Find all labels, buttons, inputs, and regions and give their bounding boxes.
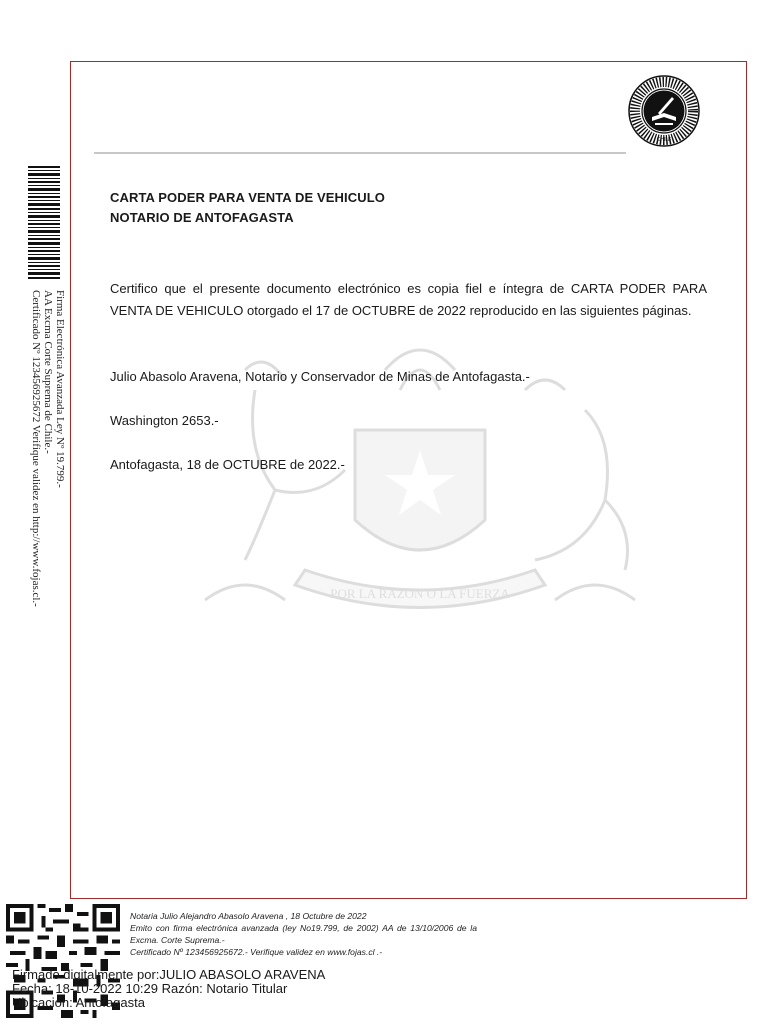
signed-by: Firmado digitalmente por:JULIO ABASOLO ARAVENA	[12, 967, 326, 982]
header-divider	[94, 152, 626, 154]
footer-note-1: Notaria Julio Alejandro Abasolo Aravena , 18 Octubre de 2022	[130, 911, 367, 921]
digital-signature	[12, 968, 325, 1010]
date-paragraph: Antofagasta, 18 de OCTUBRE de 2022.-	[110, 457, 345, 472]
svg-text:CHILE: CHILE	[656, 137, 672, 143]
title-line-1: CARTA PODER PARA VENTA DE VEHICULO	[110, 190, 385, 205]
footer-note-2: Emito con firma electrónica avanzada (ley No19.799, de 2002) AA de 13/10/2006 de la Excma. Corte Suprema.-	[130, 923, 477, 945]
side-certification	[30, 290, 66, 610]
title-line-2: NOTARIO DE ANTOFAGASTA	[110, 210, 294, 225]
notary-name-paragraph: Julio Abasolo Aravena, Notario y Conservador de Minas de Antofagasta.-	[110, 369, 530, 384]
side-line-1: Firma Electrónica Avanzada Ley Nº 19.799.-	[54, 290, 66, 488]
notary-seal-logo	[628, 75, 700, 147]
side-barcode	[24, 164, 64, 282]
signed-location: Ubicación: Antofagasta	[12, 995, 145, 1010]
document-title	[110, 188, 385, 228]
address-paragraph: Washington 2653.-	[110, 413, 219, 428]
footer-notes	[130, 910, 477, 958]
footer-note-3: Certificado Nº 123456925672.- Verifique validez en www.fojas.cl .-	[130, 947, 383, 957]
side-line-2: AA Excma Corte Suprema de Chile.-	[42, 290, 54, 454]
signed-date: Fecha: 18-10-2022 10:29 Razón: Notario Titular	[12, 981, 288, 996]
certification-paragraph: Certifico que el presente documento electrónico es copia fiel e íntegra de CARTA PODER PARA VENTA DE VEHICULO otorgado el 17 de OCTUBRE de 2022 reproducido en las siguientes páginas.	[110, 281, 707, 318]
svg-text:POR LA RAZON O LA FUERZA: POR LA RAZON O LA FUERZA	[330, 586, 510, 601]
side-line-3: Certificado Nº 123456925672 Verifique validez en http://www.fojas.cl.-	[30, 290, 42, 607]
